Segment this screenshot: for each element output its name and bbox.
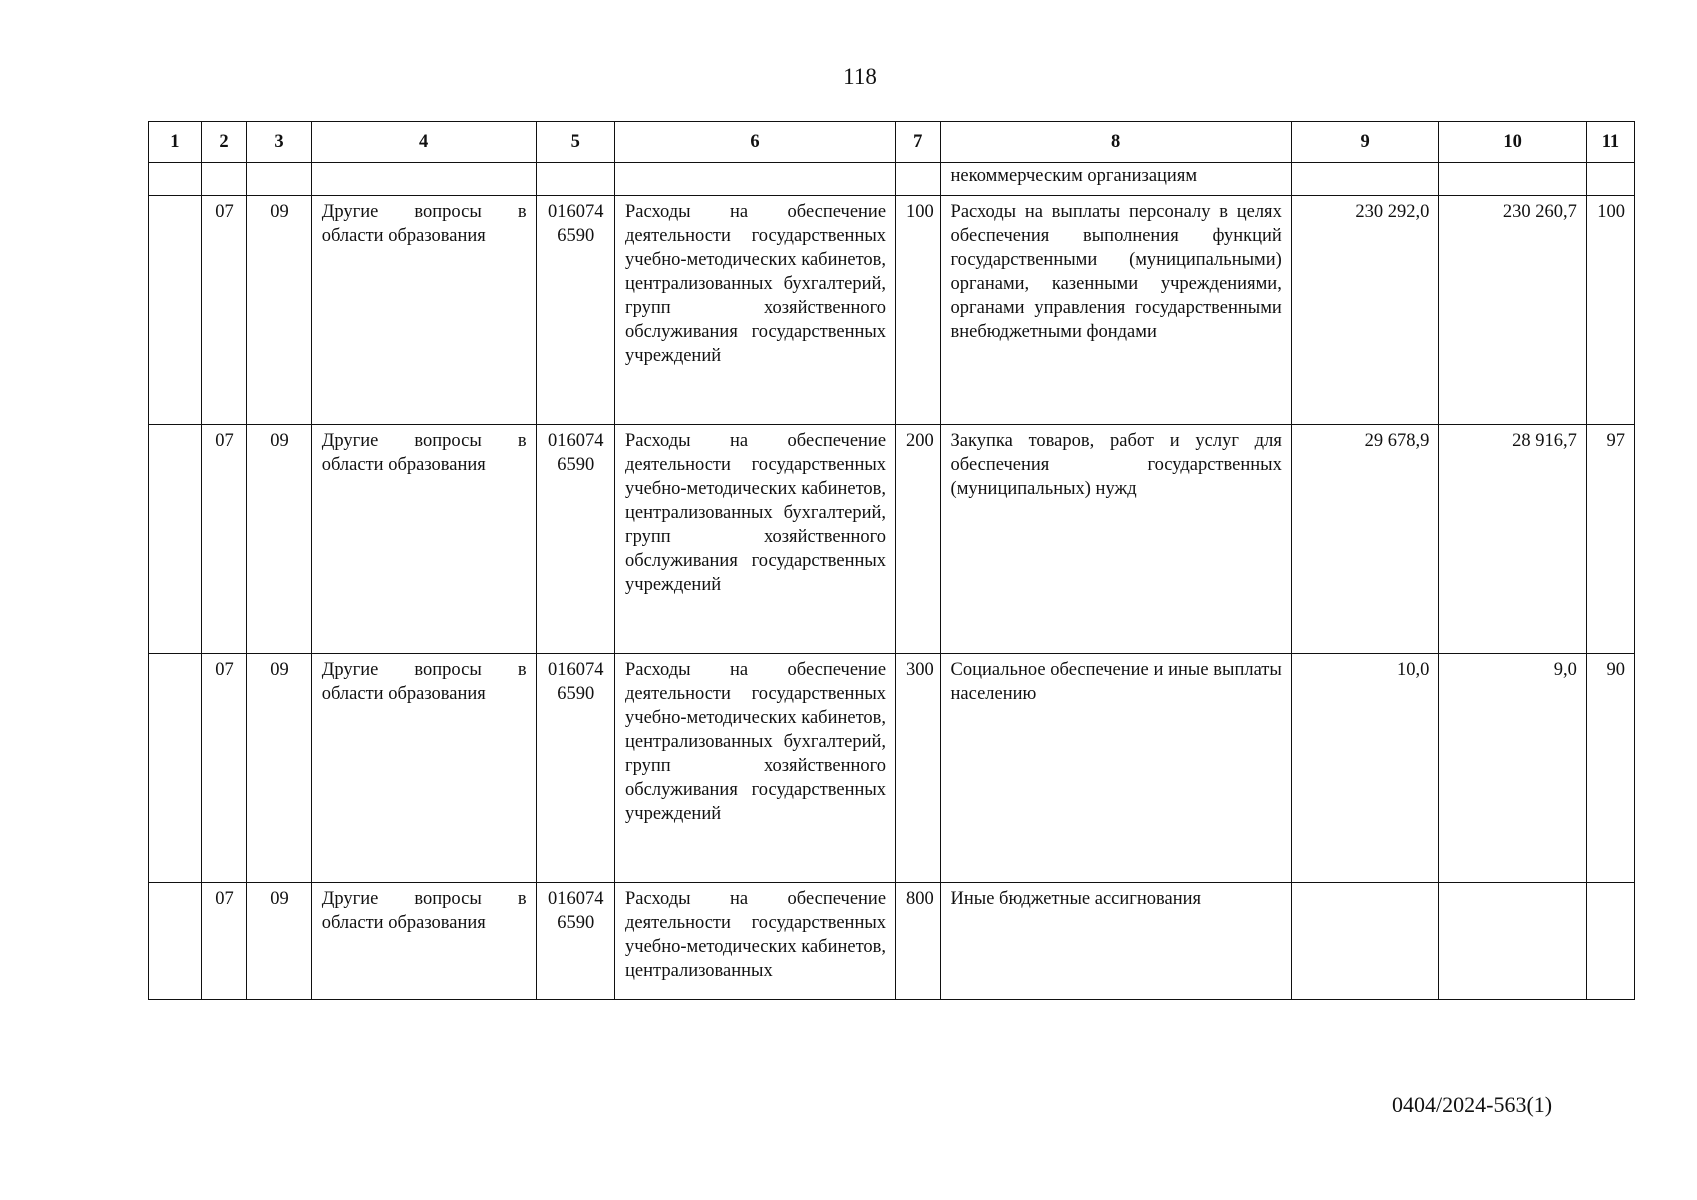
- column-header: 9: [1291, 122, 1439, 163]
- execution-percent: [1586, 883, 1634, 1000]
- planned-amount: [1291, 883, 1439, 1000]
- table-cell: [201, 163, 247, 196]
- section-name: Другие вопросы в области образования: [311, 425, 536, 654]
- table-cell: [1586, 163, 1634, 196]
- document-id: 0404/2024-563(1): [1392, 1092, 1553, 1117]
- table-cell: [149, 425, 202, 654]
- section-code: 07: [201, 883, 247, 1000]
- planned-amount: 230 292,0: [1291, 196, 1439, 425]
- column-header: 7: [896, 122, 940, 163]
- executed-amount: 9,0: [1439, 654, 1587, 883]
- expense-type-code: 200: [896, 425, 940, 654]
- expense-type-code: 100: [896, 196, 940, 425]
- column-header: 11: [1586, 122, 1634, 163]
- table-cell: [1439, 163, 1587, 196]
- section-code: 07: [201, 654, 247, 883]
- subsection-code: 09: [247, 654, 311, 883]
- column-header: 4: [311, 122, 536, 163]
- executed-amount: 230 260,7: [1439, 196, 1587, 425]
- target-article-name: Расходы на обеспечение деятельности государственных учебно-методических кабинетов, централизованных бухгалтерий, групп хозяйственного обслуживания государственных учреждений: [615, 425, 896, 654]
- executed-amount: 28 916,7: [1439, 425, 1587, 654]
- section-name: Другие вопросы в области образования: [311, 654, 536, 883]
- executed-amount: [1439, 883, 1587, 1000]
- section-name: Другие вопросы в области образования: [311, 196, 536, 425]
- column-header: 5: [536, 122, 614, 163]
- expense-type-name: Социальное обеспечение и иные выплаты населению: [940, 654, 1291, 883]
- continuation-row: [149, 163, 1635, 196]
- expense-type-code: 800: [896, 883, 940, 1000]
- expense-type-name: Расходы на выплаты персоналу в целях обеспечения выполнения функций государственными (муниципальными) органами, казенными учреждениями, органами управления государственными внебюджетными фондами: [940, 196, 1291, 425]
- target-article-name: Расходы на обеспечение деятельности государственных учебно-методических кабинетов, централизованных бухгалтерий, групп хозяйственного обслуживания государственных учреждений: [615, 196, 896, 425]
- table-cell: [311, 163, 536, 196]
- section-code: 07: [201, 196, 247, 425]
- budget-table: [148, 121, 1635, 1000]
- column-header: 2: [201, 122, 247, 163]
- table-row: [149, 654, 1635, 883]
- section-name: Другие вопросы в области образования: [311, 883, 536, 1000]
- table-row: [149, 196, 1635, 425]
- table-header-row: [149, 122, 1635, 163]
- expense-type-code: 300: [896, 654, 940, 883]
- target-article-code: 016074 6590: [536, 654, 614, 883]
- column-header: 3: [247, 122, 311, 163]
- target-article-name: Расходы на обеспечение деятельности государственных учебно-методических кабинетов, централизованных: [615, 883, 896, 1000]
- table-cell: [149, 163, 202, 196]
- table-cell: [896, 163, 940, 196]
- table-row: [149, 883, 1635, 1000]
- table-cell: [149, 196, 202, 425]
- subsection-code: 09: [247, 883, 311, 1000]
- table-cell: [1291, 163, 1439, 196]
- page-number: 118: [843, 64, 877, 89]
- table-cell: [247, 163, 311, 196]
- table-row: [149, 425, 1635, 654]
- target-article-name: Расходы на обеспечение деятельности государственных учебно-методических кабинетов, централизованных бухгалтерий, групп хозяйственного обслуживания государственных учреждений: [615, 654, 896, 883]
- table-cell: [149, 654, 202, 883]
- column-header: 8: [940, 122, 1291, 163]
- table-cell: [615, 163, 896, 196]
- planned-amount: 29 678,9: [1291, 425, 1439, 654]
- column-header: 10: [1439, 122, 1587, 163]
- subsection-code: 09: [247, 425, 311, 654]
- section-code: 07: [201, 425, 247, 654]
- planned-amount: 10,0: [1291, 654, 1439, 883]
- target-article-code: 016074 6590: [536, 883, 614, 1000]
- execution-percent: 90: [1586, 654, 1634, 883]
- table-cell: [536, 163, 614, 196]
- execution-percent: 100: [1586, 196, 1634, 425]
- column-header: 6: [615, 122, 896, 163]
- target-article-code: 016074 6590: [536, 196, 614, 425]
- expense-type-name: Иные бюджетные ассигнования: [940, 883, 1291, 1000]
- subsection-code: 09: [247, 196, 311, 425]
- table-cell: [149, 883, 202, 1000]
- execution-percent: 97: [1586, 425, 1634, 654]
- table-cell: некоммерческим организациям: [940, 163, 1291, 196]
- target-article-code: 016074 6590: [536, 425, 614, 654]
- expense-type-name: Закупка товаров, работ и услуг для обеспечения государственных (муниципальных) нужд: [940, 425, 1291, 654]
- column-header: 1: [149, 122, 202, 163]
